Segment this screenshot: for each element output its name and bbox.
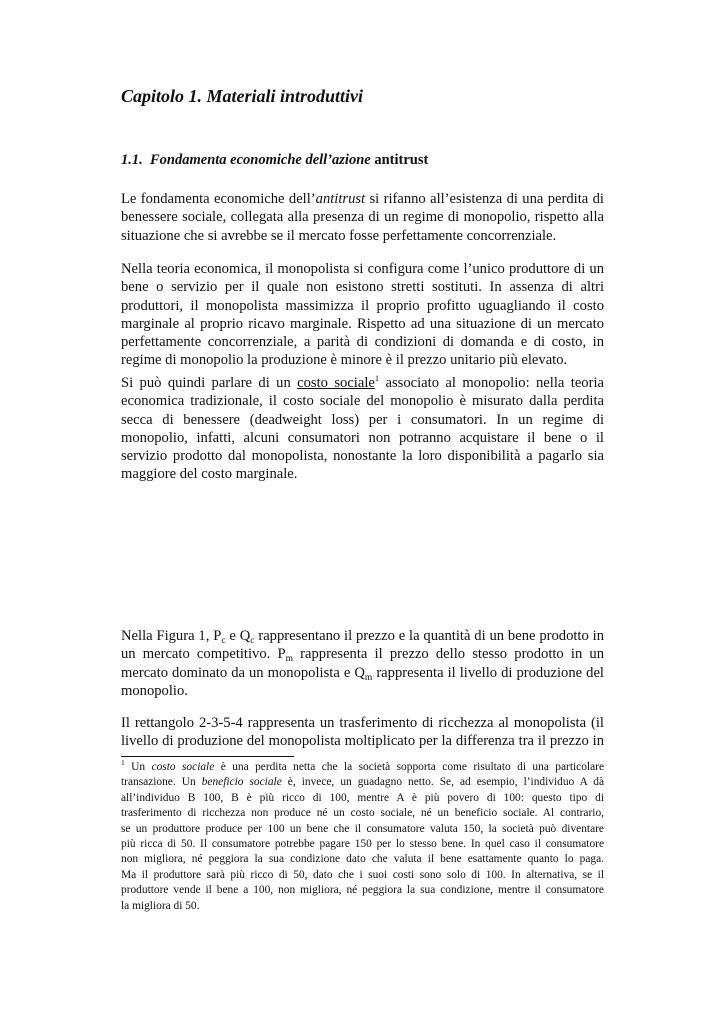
footnote-line: non migliora, né peggiora la sua condizione dato che valuta il bene esattamente quanto lo paga. xyxy=(121,853,604,866)
text-line: perfettamente concorrenziale, a parità di condizioni di domanda e di costo, in xyxy=(121,334,604,351)
section-heading xyxy=(121,152,428,169)
text-line: livello di produzione del monopolista moltiplicato per la differenza tra il prezzo in xyxy=(121,733,604,750)
footnote-line: se un produttore produce per 100 un bene che il consumatore valuta 150, la società può diventare xyxy=(121,822,604,835)
footnote-line: più ricca di 50. Il consumatore potrebbe pagare 150 per lo stesso bene. In quel caso il consumatore xyxy=(121,838,604,851)
text-line: monopolio. xyxy=(121,682,188,699)
footnote-line: Ma il produttore sarà più ricco di 50, dato che i suoi costi sono solo di 100. In alternativa, se il xyxy=(121,868,604,881)
section-number: 1.1. xyxy=(121,152,143,168)
footnote-ref: 1 xyxy=(374,373,380,383)
paragraph-3 xyxy=(121,374,604,484)
text-line: servizio prodotto dal monopolista, nonostante la loro disponibilità a pagarlo sia xyxy=(121,448,604,465)
footnote-line: produttore vende il bene a 100, non migliora, né peggiora la sua condizione, mentre il consumatore xyxy=(121,884,604,897)
footnote-number: 1 xyxy=(121,758,125,767)
text-line: Le fondamenta economiche dell’antitrust si rifanno all’esistenza di una perdita di xyxy=(121,191,604,207)
paragraph-1 xyxy=(121,190,604,245)
text-line: situazione che si avrebbe se il mercato fosse perfettamente concorrenziale. xyxy=(121,227,557,244)
text-line: produttori, il monopolista massimizza il proprio profitto uguagliando il costo xyxy=(121,297,604,314)
text-line: maggiore del costo marginale. xyxy=(121,466,298,483)
text-line: Nella teoria economica, il monopolista si configura come l’unico produttore di un xyxy=(121,261,604,277)
text-line: Il rettangolo 2-3-5-4 rappresenta un trasferimento di ricchezza al monopolista (il xyxy=(121,715,604,731)
italic-term: antitrust xyxy=(315,191,366,207)
footnote-line: la migliora di 50. xyxy=(121,899,200,912)
footnote-line: transazione. Un beneficio sociale è, invece, un guadagno netto. Se, ad esempio, l’individuo A dà xyxy=(121,776,604,789)
footnote-line: all’individuo B 100, B è più ricco di 100, mentre A è più povero di 100: questo tipo di xyxy=(121,791,604,804)
text-line: mercato dominato da un monopolista e $Q_m$ rappresenta il livello di produzione del xyxy=(121,664,604,683)
text-line: Si può quindi parlare di un costo sociale$^1$ associato al monopolio: nella teoria xyxy=(121,373,604,391)
footnote-separator xyxy=(121,756,294,757)
section-title-italic: Fondamenta economiche dell’azione xyxy=(150,152,371,168)
chapter-title: Capitolo 1. Materiali introduttivi xyxy=(121,86,364,106)
underlined-term: costo sociale xyxy=(297,375,375,391)
text-line: monopolio, infatti, alcuni consumatori non potranno acquistare il bene o il xyxy=(121,429,604,446)
paragraph-2 xyxy=(121,260,604,370)
footnote-line: trasferimento di ricchezza non produce né un costo sociale, né un beneficio sociale. Al contrario, xyxy=(121,807,604,820)
text-line: benessere sociale, collegata alla presenza di un regime di monopolio, rispetto alla xyxy=(121,209,604,226)
section-title-bold: antitrust xyxy=(374,152,429,168)
text-line: un mercato competitivo. $P_m$ rappresenta il prezzo dello stesso prodotto in un xyxy=(121,646,604,665)
paragraph-4 xyxy=(121,627,604,700)
text-line: regime di monopolio la produzione è minore è il prezzo unitario più elevato. xyxy=(121,352,568,369)
footnote-line: $^1$ Un costo sociale è una perdita netta che la società sopporta come risultato di una particolare xyxy=(121,758,604,773)
text-line: bene o servizio per il quale non esistono stretti sostituti. In assenza di altri xyxy=(121,279,604,296)
footnote xyxy=(121,760,604,914)
text-line: economica tradizionale, il costo sociale del monopolio è misurato dalla perdita xyxy=(121,393,604,410)
text-line: secca di benessere (deadweight loss) per i consumatori. In un regime di xyxy=(121,411,604,428)
text-line: Nella Figura 1, $P_c$ e $Q_c$ rappresentano il prezzo e la quantità di un bene prodotto in xyxy=(121,628,604,646)
text-line: marginale al proprio ricavo marginale. Rispetto ad una situazione di un mercato xyxy=(121,315,604,332)
paragraph-5 xyxy=(121,714,604,751)
